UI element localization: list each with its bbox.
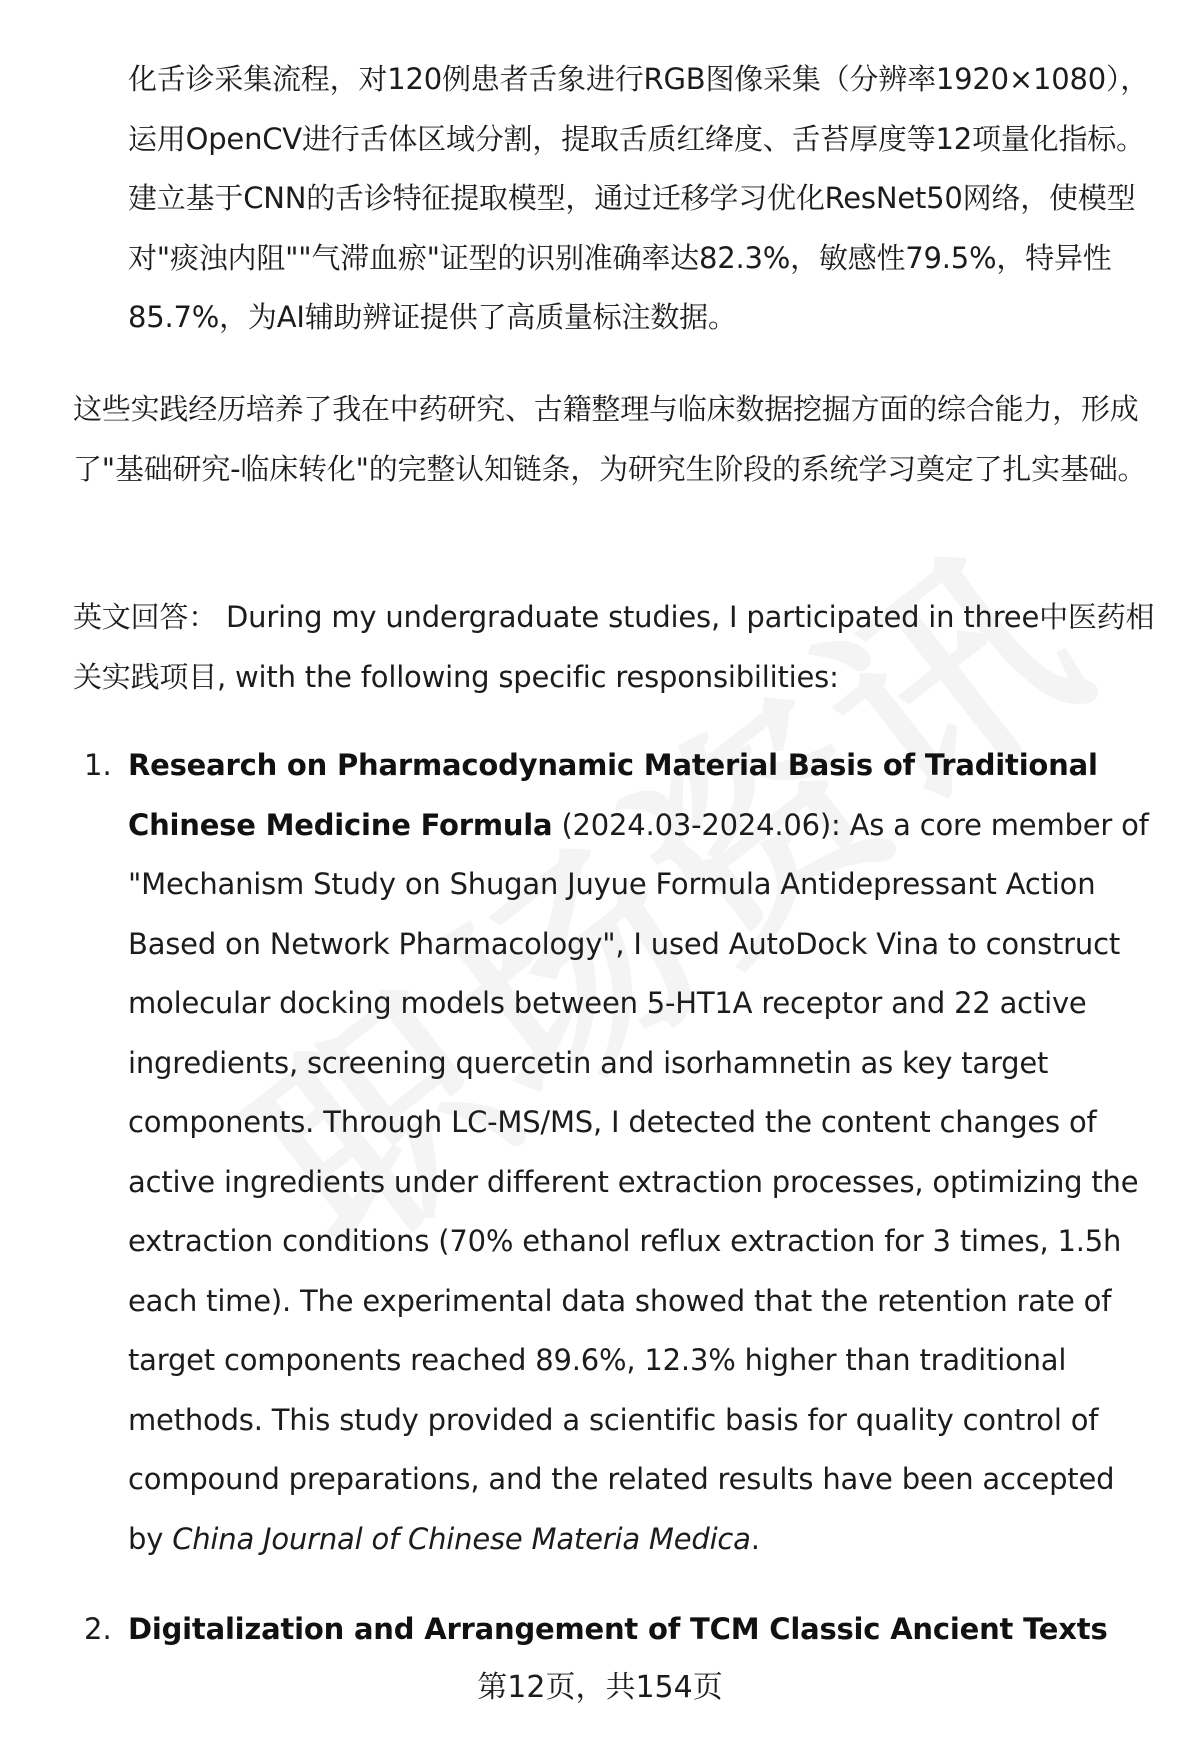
list-item-text: [128, 736, 1158, 1569]
list-item-title: Research on Pharmacodynamic Material Basis of Traditional Chinese Medicine Formula: [128, 748, 1098, 842]
list-item-text: [128, 1600, 1158, 1660]
list-item-number: 1.: [84, 748, 112, 782]
english-intro-text: During my undergraduate studies, I participated in three中医药相关实践项目, with the following specific responsibilities:: [73, 600, 1155, 694]
summary-paragraph: 这些实践经历培养了我在中药研究、古籍整理与临床数据挖掘方面的综合能力，形成了"基础研究-临床转化"的完整认知链条，为研究生阶段的系统学习奠定了扎实基础。: [73, 392, 1147, 486]
list-item-number: 2.: [84, 1612, 112, 1646]
continuation-paragraph: 化舌诊采集流程，对120例患者舌象进行RGB图像采集（分辨率1920×1080），运用OpenCV进行舌体区域分割，提取舌质红绛度、舌苔厚度等12项量化指标。建立基于CNN的舌诊特征提取模型，通过迁移学习优化ResNet50网络，使模型对"痰浊内阻""气滞血瘀"证型的识别准确率达82.3%，敏感性79.5%，特异性85.7%，为AI辅助辨证提供了高质量标注数据。: [128, 62, 1150, 334]
list-item-end: .: [750, 1521, 760, 1556]
list-item-title: Digitalization and Arrangement of TCM Classic Ancient Texts: [128, 1612, 1108, 1646]
list-item-body: (2024.03-2024.06): As a core member of "Mechanism Study on Shugan Juyue Formula Antidepressant Action Based on Network Pharmacology", I used AutoDock Vina to construct molecular docking models between 5-HT1A receptor and 22 active ingredients, screening quercetin and isorhamnetin as key target components. Through LC-MS/MS, I detected the content changes of active ingredients under different extraction processes, optimizing the extraction conditions (70% ethanol reflux extraction for 3 times, 1.5h each time). The experimental data showed that the retention rate of target components reached 89.6%, 12.3% higher than traditional methods. This study provided a scientific basis for quality control of compound preparations, and the related results have been accepted by: [128, 807, 1149, 1556]
english-intro-label: 英文回答：: [73, 600, 218, 634]
page-footer: 第12页，共154页: [477, 1670, 723, 1705]
journal-name: China Journal of Chinese Materia Medica: [172, 1521, 751, 1556]
english-intro-paragraph: [73, 588, 1163, 707]
